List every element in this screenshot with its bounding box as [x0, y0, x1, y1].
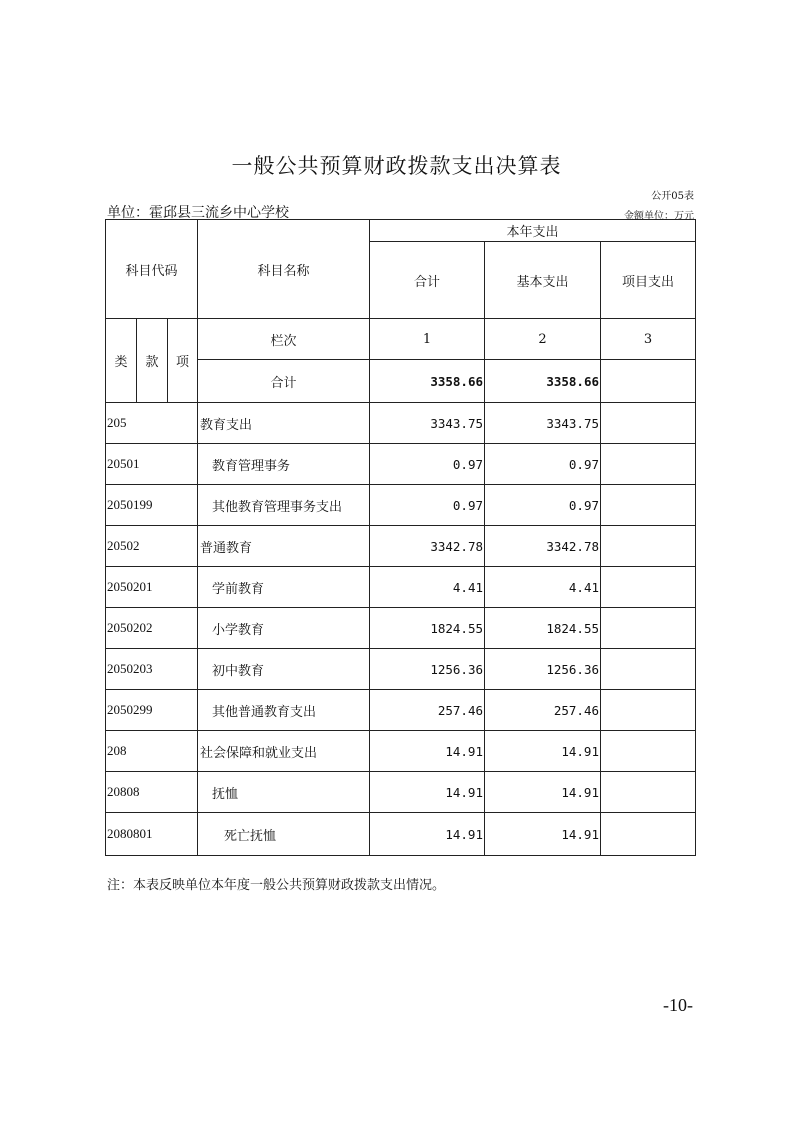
- row-name: 教育支出: [198, 403, 370, 444]
- table-row: [106, 690, 696, 731]
- sum-basic: 3358.66: [485, 360, 601, 403]
- row-project: [601, 731, 696, 772]
- table-row: [106, 649, 696, 690]
- row-project: [601, 567, 696, 608]
- row-name: 普通教育: [198, 526, 370, 567]
- row-name: 初中教育: [198, 649, 370, 690]
- row-basic: 1824.55: [485, 608, 601, 649]
- table-body: [106, 403, 696, 856]
- row-basic: 14.91: [485, 731, 601, 772]
- row-code: 2080801: [106, 813, 198, 856]
- row-code: 2050202: [106, 608, 198, 649]
- row-basic: 257.46: [485, 690, 601, 731]
- row-project: [601, 526, 696, 567]
- row-total: 0.97: [370, 444, 485, 485]
- row-total: 0.97: [370, 485, 485, 526]
- sum-project: [601, 360, 696, 403]
- page-title: 一般公共预算财政拨款支出决算表: [231, 154, 562, 178]
- row-code: 20502: [106, 526, 198, 567]
- row-total: 14.91: [370, 731, 485, 772]
- row-total: 1824.55: [370, 608, 485, 649]
- row-project: [601, 649, 696, 690]
- row-project: [601, 485, 696, 526]
- row-total: 4.41: [370, 567, 485, 608]
- table-row: [106, 731, 696, 772]
- row-basic: 14.91: [485, 813, 601, 856]
- unit-label: 单位：霍邱县三流乡中心学校: [107, 205, 289, 221]
- row-code: 205: [106, 403, 198, 444]
- row-basic: 0.97: [485, 485, 601, 526]
- header-name: 科目名称: [198, 220, 370, 319]
- row-name: 小学教育: [198, 608, 370, 649]
- row-name: 其他普通教育支出: [198, 690, 370, 731]
- row-total: 14.91: [370, 813, 485, 856]
- header-current-year: 本年支出: [370, 220, 696, 242]
- table-row: [106, 813, 696, 856]
- row-basic: 3343.75: [485, 403, 601, 444]
- table-header: [106, 220, 696, 403]
- row-project: [601, 403, 696, 444]
- header-total: 合计: [370, 242, 485, 319]
- header-basic: 基本支出: [485, 242, 601, 319]
- row-name: 学前教育: [198, 567, 370, 608]
- row-code: 20808: [106, 772, 198, 813]
- row-total: 3343.75: [370, 403, 485, 444]
- column-number-1: 1: [370, 319, 485, 360]
- row-total: 1256.36: [370, 649, 485, 690]
- row-name: 死亡抚恤: [198, 813, 370, 856]
- table-row: [106, 772, 696, 813]
- row-total: 14.91: [370, 772, 485, 813]
- sum-label: 合计: [198, 360, 370, 403]
- row-name: 社会保障和就业支出: [198, 731, 370, 772]
- column-number-2: 2: [485, 319, 601, 360]
- row-basic: 1256.36: [485, 649, 601, 690]
- row-code: 2050199: [106, 485, 198, 526]
- row-code: 20501: [106, 444, 198, 485]
- table-row: [106, 567, 696, 608]
- page-number: -10-: [663, 995, 693, 1015]
- header-lei: 类: [106, 319, 137, 403]
- row-total: 3342.78: [370, 526, 485, 567]
- row-project: [601, 690, 696, 731]
- column-label: 栏次: [198, 319, 370, 360]
- header-code-group: 科目代码: [106, 220, 198, 319]
- header-xiang: 项: [168, 319, 198, 403]
- table-row: [106, 444, 696, 485]
- row-total: 257.46: [370, 690, 485, 731]
- table-row: [106, 403, 696, 444]
- table-row: [106, 485, 696, 526]
- row-project: [601, 772, 696, 813]
- table-row: [106, 526, 696, 567]
- row-name: 其他教育管理事务支出: [198, 485, 370, 526]
- form-number: 公开05表: [651, 191, 694, 202]
- column-number-3: 3: [601, 319, 696, 360]
- table-note: 注：本表反映单位本年度一般公共预算财政拨款支出情况。: [107, 878, 446, 893]
- row-basic: 0.97: [485, 444, 601, 485]
- row-name: 抚恤: [198, 772, 370, 813]
- header-project: 项目支出: [601, 242, 696, 319]
- row-basic: 4.41: [485, 567, 601, 608]
- row-project: [601, 444, 696, 485]
- row-name: 教育管理事务: [198, 444, 370, 485]
- table-row: [106, 608, 696, 649]
- amount-unit-label: 金额单位：万元: [624, 211, 694, 222]
- header-kuan: 款: [137, 319, 168, 403]
- row-code: 2050299: [106, 690, 198, 731]
- row-project: [601, 608, 696, 649]
- budget-table: [105, 219, 696, 856]
- row-code: 2050201: [106, 567, 198, 608]
- sum-total: 3358.66: [370, 360, 485, 403]
- row-code: 2050203: [106, 649, 198, 690]
- row-basic: 3342.78: [485, 526, 601, 567]
- row-code: 208: [106, 731, 198, 772]
- row-basic: 14.91: [485, 772, 601, 813]
- row-project: [601, 813, 696, 856]
